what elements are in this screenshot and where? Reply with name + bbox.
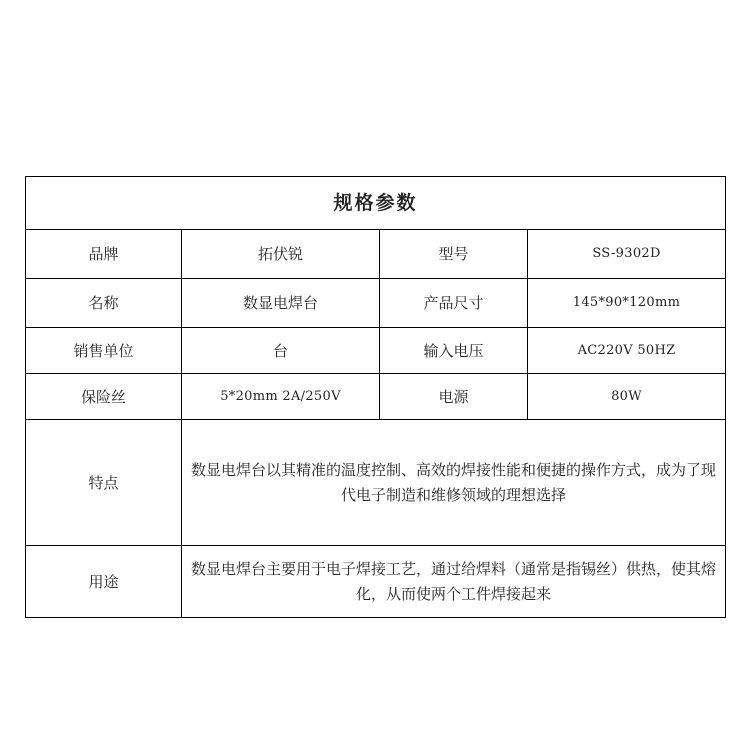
label-power: 电源 [380,374,528,420]
features-text: 数显电焊台以其精准的温度控制、高效的焊接性能和便捷的操作方式，成为了现代电子制造和维修领域的理想选择 [182,420,726,546]
spec-table [25,176,726,618]
value-voltage: AC220V 50HZ [528,328,726,374]
label-fuse: 保险丝 [26,374,182,420]
value-size: 145*90*120mm [528,279,726,328]
value-model: SS-9302D [528,230,726,279]
title-row [26,177,726,230]
label-voltage: 输入电压 [380,328,528,374]
value-fuse: 5*20mm 2A/250V [182,374,380,420]
label-size: 产品尺寸 [380,279,528,328]
table-row [26,279,726,328]
label-brand: 品牌 [26,230,182,279]
usage-text: 数显电焊台主要用于电子焊接工艺，通过给焊料（通常是指锡丝）供热，使其熔化，从而使两个工件焊接起来 [182,546,726,618]
label-model: 型号 [380,230,528,279]
usage-row [26,546,726,618]
value-name: 数显电焊台 [182,279,380,328]
value-brand: 拓伏锐 [182,230,380,279]
features-row [26,420,726,546]
table-title: 规格参数 [26,177,726,230]
value-unit: 台 [182,328,380,374]
table-row [26,230,726,279]
label-name: 名称 [26,279,182,328]
label-usage: 用途 [26,546,182,618]
label-features: 特点 [26,420,182,546]
label-unit: 销售单位 [26,328,182,374]
value-power: 80W [528,374,726,420]
table-row [26,374,726,420]
table-row [26,328,726,374]
